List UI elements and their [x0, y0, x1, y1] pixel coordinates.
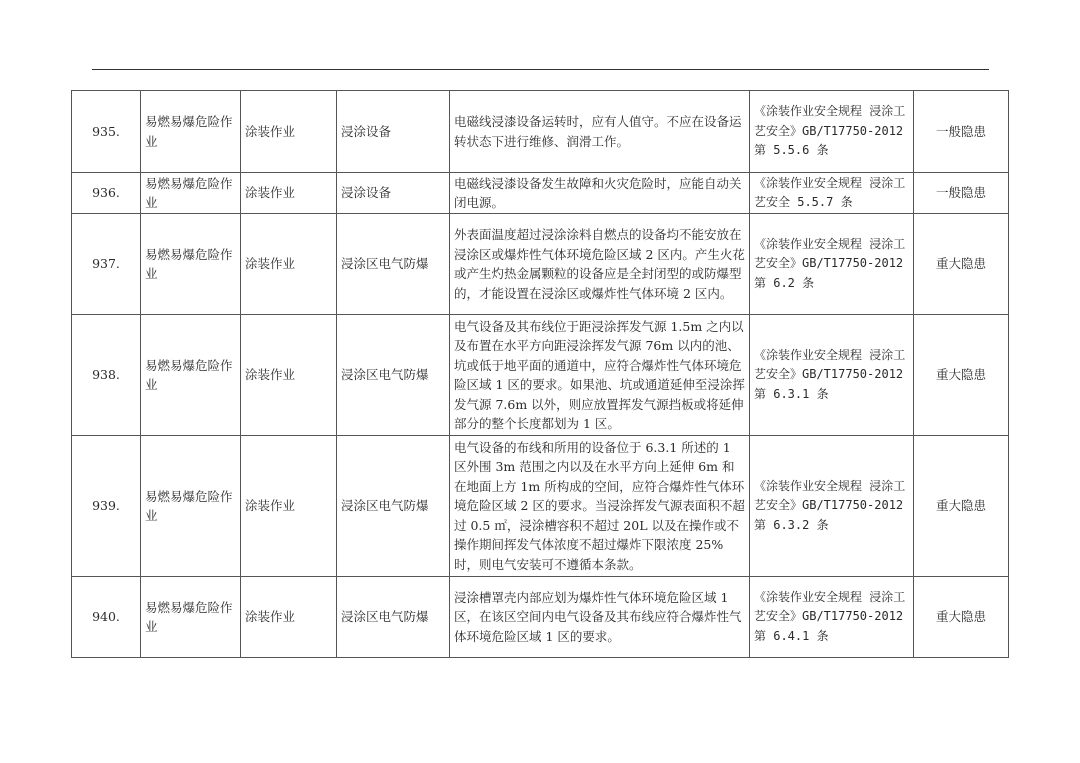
hazard-level: 重大隐患 — [914, 436, 1009, 577]
table-row — [72, 577, 1009, 658]
regulation-basis: 《涂装作业安全规程 浸涂工艺安全》GB/T17750-2012 第 6.2 条 — [754, 236, 906, 290]
table-row — [72, 436, 1009, 577]
hazard-level: 一般隐患 — [914, 91, 1009, 173]
hazard-description: 电磁线浸漆设备运转时，应有人值守。不应在设备运转状态下进行维修、润滑工作。 — [454, 114, 742, 149]
hazard-level: 重大隐患 — [914, 577, 1009, 658]
work-type: 涂装作业 — [241, 315, 337, 436]
regulation-basis: 《涂装作业安全规程 浸涂工艺安全》GB/T17750-2012 第 6.4.1 条 — [754, 589, 906, 643]
work-type: 涂装作业 — [241, 577, 337, 658]
row-number: 937. — [72, 214, 141, 315]
hazard-category: 易燃易爆危险作业 — [145, 246, 233, 281]
table-row — [72, 315, 1009, 436]
work-type: 涂装作业 — [241, 173, 337, 214]
row-number: 939. — [72, 436, 141, 577]
regulation-basis: 《涂装作业安全规程 浸涂工艺安全》GB/T17750-2012 第 6.3.2 条 — [754, 478, 906, 532]
row-number: 936. — [72, 173, 141, 214]
hazard-description: 电磁线浸漆设备发生故障和火灾危险时，应能自动关闭电源。 — [454, 175, 742, 210]
hazard-level: 重大隐患 — [914, 214, 1009, 315]
hazard-category: 易燃易爆危险作业 — [145, 488, 233, 523]
hazard-description: 电气设备及其布线位于距浸涂挥发气源 1.5m 之内以及布置在水平方向距浸涂挥发气源 76m 以内的池、坑或低于地平面的通道中，应符合爆炸性气体环境危险区域 1 区的要求。如果池、坑或通道延伸至浸涂挥发气源 7.6m 以外，则应放置挥发气源挡板或将延伸部分的整个长度都划为 1 区。 — [454, 318, 745, 431]
hazard-level: 一般隐患 — [914, 173, 1009, 214]
row-number: 938. — [72, 315, 141, 436]
equipment: 浸涂设备 — [337, 91, 450, 173]
hazard-table — [71, 90, 1009, 658]
row-number: 935. — [72, 91, 141, 173]
regulation-basis: 《涂装作业安全规程 浸涂工艺安全》GB/T17750-2012 第 6.3.1 条 — [754, 347, 906, 401]
table-row — [72, 173, 1009, 214]
table-row — [72, 214, 1009, 315]
regulation-basis: 《涂装作业安全规程 浸涂工艺安全》GB/T17750-2012 第 5.5.6 条 — [754, 104, 906, 158]
work-type: 涂装作业 — [241, 91, 337, 173]
hazard-category: 易燃易爆危险作业 — [145, 357, 233, 392]
hazard-category: 易燃易爆危险作业 — [145, 114, 233, 149]
equipment: 浸涂区电气防爆 — [337, 577, 450, 658]
table-row — [72, 91, 1009, 173]
equipment: 浸涂设备 — [337, 173, 450, 214]
hazard-level: 重大隐患 — [914, 315, 1009, 436]
work-type: 涂装作业 — [241, 436, 337, 577]
row-number: 940. — [72, 577, 141, 658]
hazard-category: 易燃易爆危险作业 — [145, 175, 233, 210]
header-rule — [92, 69, 989, 70]
equipment: 浸涂区电气防爆 — [337, 315, 450, 436]
regulation-basis: 《涂装作业安全规程 浸涂工艺安全 5.5.7 条 — [754, 175, 906, 209]
work-type: 涂装作业 — [241, 214, 337, 315]
hazard-description: 外表面温度超过浸涂涂料自燃点的设备均不能安放在浸涂区或爆炸性气体环境危险区域 2 区内。产生火花或产生灼热金属颗粒的设备应是全封闭型的或防爆型的，才能设置在浸涂区或爆炸性气体环境 2 区内。 — [454, 227, 745, 301]
hazard-description: 电气设备的布线和所用的设备位于 6.3.1 所述的 1 区外围 3m 范围之内以及在水平方向上延伸 6m 和在地面上方 1m 所构成的空间，应符合爆炸性气体环境危险区域 2 区的要求。当浸涂挥发气源表面积不超过 0.5 ㎡，浸涂槽容积不超过 20L 以及在操作或不操作期间挥发气体浓度不超过爆炸下限浓度 25%时，则电气安装可不遵循本条款。 — [454, 439, 745, 572]
equipment: 浸涂区电气防爆 — [337, 214, 450, 315]
equipment: 浸涂区电气防爆 — [337, 436, 450, 577]
hazard-description: 浸涂槽罩壳内部应划为爆炸性气体环境危险区域 1 区，在该区空间内电气设备及其布线应符合爆炸性气体环境危险区域 1 区的要求。 — [454, 589, 742, 644]
hazard-category: 易燃易爆危险作业 — [145, 599, 233, 634]
